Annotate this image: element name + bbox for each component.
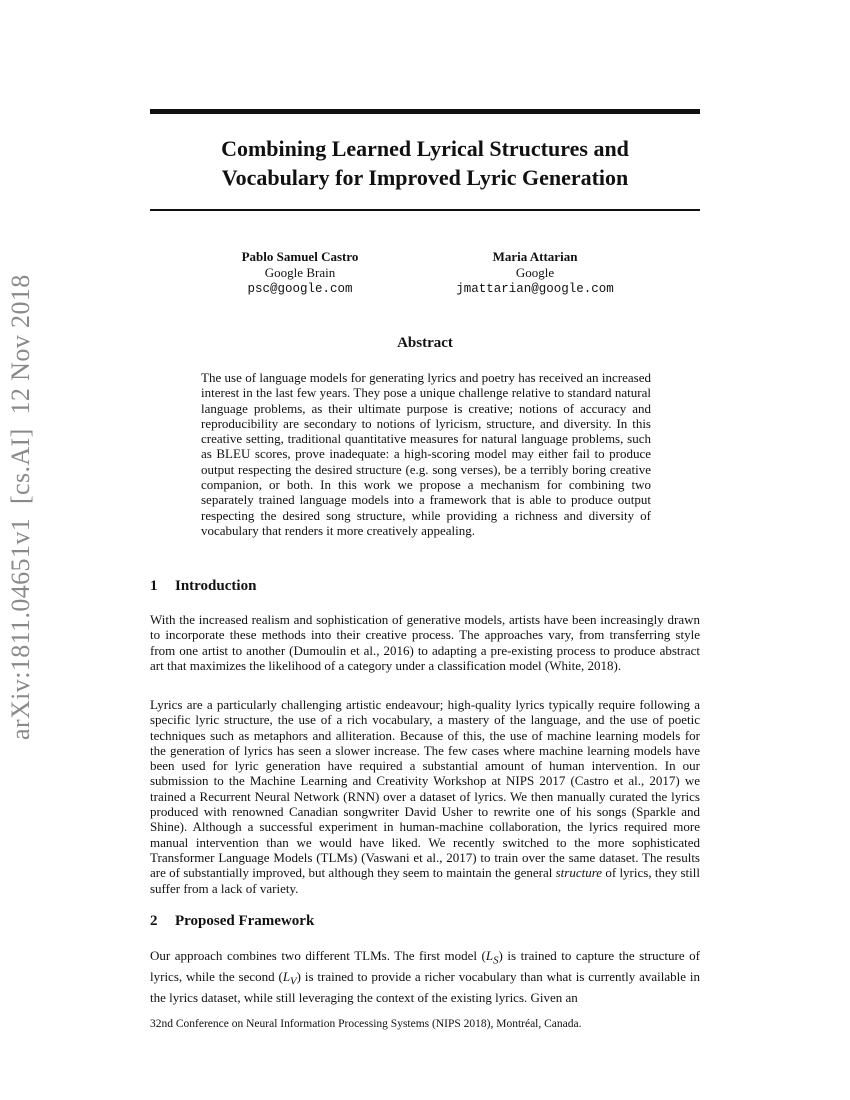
intro-paragraph-1: With the increased realism and sophistication of generative models, artists have been increasingly drawn to incorporate these methods into their creative process. The approaches vary, from transferring style from one artist to another (Dumoulin et al., 2016) to adapting a pre-existing process to produce abstract art that maximizes the likelihood of a category under a classification model (White, 2018). xyxy=(150,612,700,673)
math-L-S xyxy=(485,948,499,967)
framework-text-b: ) is trained to capture the structure of lyrics, while the second ( xyxy=(150,948,700,984)
author-email: jmattarian@google.com xyxy=(456,282,614,296)
framework-text-a: Our approach combines two different TLMs. The first model ( xyxy=(150,948,486,963)
intro-paragraph-2 xyxy=(150,697,700,896)
author-name: Maria Attarian xyxy=(492,249,578,264)
title-bottom-rule xyxy=(150,209,700,211)
author-email: psc@google.com xyxy=(247,282,353,296)
author-block-1 xyxy=(225,249,375,297)
title-line-2: Vocabulary for Improved Lyric Generation xyxy=(221,165,629,190)
intro-paragraph-2-tail: of lyrics, they still suffer from a lack of variety. xyxy=(150,865,700,896)
author-block-2 xyxy=(430,249,640,297)
section-heading-proposed-framework xyxy=(150,913,314,930)
abstract-body: The use of language models for generating lyrics and poetry has received an increased interest in the last few years. They pose a unique challenge relative to standard natural language problems, as their ultimate purpose is creative; notions of accuracy and reproducibility are secondary to notions of lyricism, structure, and diversity. In this creative setting, traditional quantitative measures for natural language problems, such as BLEU scores, prove inadequate: a high-scoring model may either fail to produce output respecting the desired structure (e.g. song verses), be a terribly boring creative companion, or both. In this work we propose a mechanism for combining two separately trained language models into a framework that is able to produce output respecting the desired song structure, while providing a richness and diversity of vocabulary that renders it more creatively appealing. xyxy=(201,370,651,538)
math-subscript: S xyxy=(493,954,499,967)
framework-text-c: ) is trained to provide a richer vocabulary than what is currently available in the lyrics dataset, while still leveraging the context of the existing lyrics. Given an xyxy=(150,968,700,1005)
intro-paragraph-2-text: Lyrics are a particularly challenging artistic endeavour; high-quality lyrics typically require following a specific lyric structure, the use of a rich vocabulary, a mastery of the language, and the use of poetic techniques such as metaphors and alliteration. Because of this, the use of machine learning models for the generation of lyrics has seen a slower increase. The few cases where machine learning models have been used for lyric generation have required a substantial amount of human intervention. In our submission to the Machine Learning and Creativity Workshop at NIPS 2017 (Castro et al., 2017) we trained a Recurrent Neural Network (RNN) over a dataset of lyrics. We then manually curated the lyrics produced with renowned Canadian songwriter David Usher to rewrite one of his songs (Sparkle and Shine). Although a successful experiment in human-machine collaboration, the lyrics required more manual intervention than we would have liked. We recently switched to the more sophisticated Transformer Language Models (TLMs) (Vaswani et al., 2017) to train over the same dataset. The results are of substantially improved, but although they seem to maintain the general xyxy=(150,697,700,881)
author-affiliation: Google xyxy=(515,265,555,280)
section-title: Proposed Framework xyxy=(175,913,315,929)
paper-title xyxy=(150,134,700,192)
conference-footnote: 32nd Conference on Neural Information Processing Systems (NIPS 2018), Montréal, Canada. xyxy=(150,1018,582,1030)
section-heading-introduction xyxy=(150,578,256,595)
author-affiliation: Google Brain xyxy=(264,265,336,280)
section-title: Introduction xyxy=(175,578,257,594)
math-subscript: V xyxy=(290,975,297,988)
section-number: 1 xyxy=(150,578,158,594)
math-L-V xyxy=(282,968,297,988)
framework-paragraph-1 xyxy=(150,948,700,1005)
section-number: 2 xyxy=(150,913,158,929)
math-symbol: L xyxy=(282,968,291,984)
title-top-rule xyxy=(150,109,700,114)
abstract-heading: Abstract xyxy=(397,335,453,351)
emphasis-structure: structure xyxy=(555,865,603,881)
author-name: Pablo Samuel Castro xyxy=(241,249,359,264)
math-symbol: L xyxy=(485,948,494,963)
arxiv-stamp: arXiv:1811.04651v1 [cs.AI] 12 Nov 2018 xyxy=(6,274,35,740)
title-line-1: Combining Learned Lyrical Structures and xyxy=(221,136,629,161)
